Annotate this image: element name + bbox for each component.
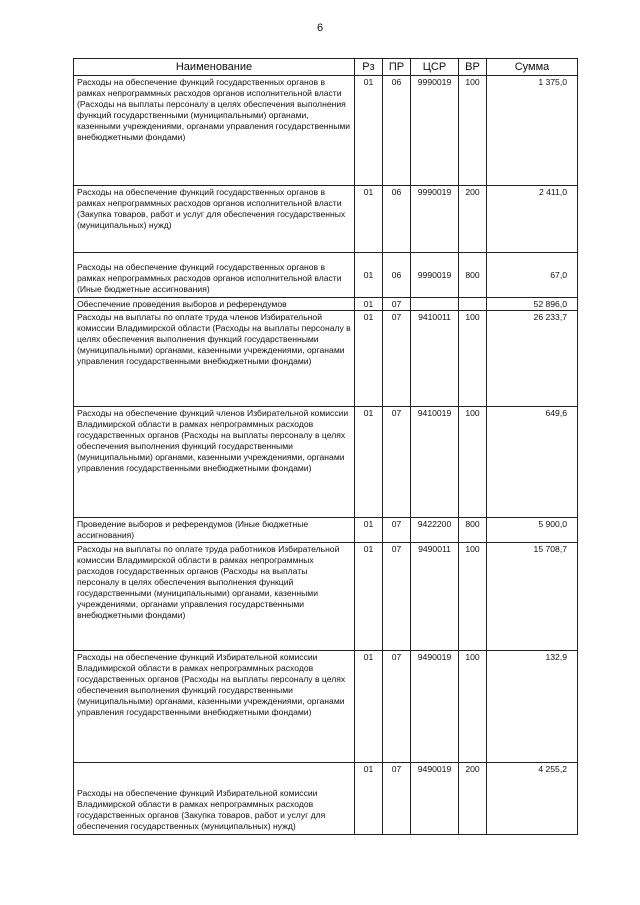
cell-csr: 9990019	[411, 76, 459, 186]
cell-rz: 01	[355, 311, 383, 407]
cell-sum: 52 896,0	[487, 298, 578, 311]
cell-rz: 01	[355, 298, 383, 311]
cell-sum: 67,0	[487, 253, 578, 298]
cell-pr: 07	[383, 518, 411, 543]
table-header-row	[74, 59, 578, 76]
cell-vr: 200	[459, 186, 487, 253]
header-vr: ВР	[459, 59, 487, 76]
cell-pr: 07	[383, 763, 411, 835]
cell-csr	[411, 298, 459, 311]
budget-table	[73, 58, 578, 835]
header-csr: ЦСР	[411, 59, 459, 76]
cell-sum: 5 900,0	[487, 518, 578, 543]
cell-name: Расходы на обеспечение функций государственных органов в рамках непрограммных расходов органов исполнительной власти (Иные бюджетные ассигнования)	[74, 253, 355, 298]
cell-sum: 15 708,7	[487, 543, 578, 651]
table-row	[74, 651, 578, 763]
cell-sum: 1 375,0	[487, 76, 578, 186]
cell-csr: 9490019	[411, 763, 459, 835]
cell-rz: 01	[355, 651, 383, 763]
cell-sum: 2 411,0	[487, 186, 578, 253]
header-rz: Рз	[355, 59, 383, 76]
cell-vr: 200	[459, 763, 487, 835]
cell-rz: 01	[355, 518, 383, 543]
cell-pr: 07	[383, 298, 411, 311]
cell-vr: 800	[459, 518, 487, 543]
cell-rz: 01	[355, 763, 383, 835]
table-row	[74, 186, 578, 253]
table-row	[74, 311, 578, 407]
cell-vr	[459, 298, 487, 311]
page-number: 6	[316, 22, 324, 34]
cell-csr: 9490011	[411, 543, 459, 651]
cell-pr: 07	[383, 407, 411, 518]
cell-sum: 132,9	[487, 651, 578, 763]
cell-vr: 100	[459, 407, 487, 518]
cell-pr: 06	[383, 186, 411, 253]
cell-rz: 01	[355, 186, 383, 253]
cell-sum: 649,6	[487, 407, 578, 518]
cell-name: Проведение выборов и референдумов (Иные бюджетные ассигнования)	[74, 518, 355, 543]
cell-pr: 07	[383, 651, 411, 763]
cell-name: Расходы на обеспечение функций государственных органов в рамках непрограммных расходов органов исполнительной власти (Расходы на выплаты персоналу в целях обеспечения выполнения функций государственными (муниципальными) органами, казенными учреждениями, органами управления государственными внебюджетными фондами)	[74, 76, 355, 186]
cell-rz: 01	[355, 407, 383, 518]
cell-name: Расходы на выплаты по оплате труда работников Избирательной комиссии Владимирской области в рамках непрограммных расходов государственных органов (Расходы на выплаты персоналу в целях обеспечения выполнения функций государственными (муниципальными) органами, казенными учреждениями, органами управления государственными внебюджетными фондами)	[74, 543, 355, 651]
cell-name: Расходы на обеспечение функций членов Избирательной комиссии Владимирской области в рамках непрограммных расходов государственных органов (Расходы на выплаты персоналу в целях обеспечения выполнения функций государственными (муниципальными) органами, казенными учреждениями, органами управления государственными внебюджетными фондами)	[74, 407, 355, 518]
cell-vr: 100	[459, 543, 487, 651]
cell-sum: 4 255,2	[487, 763, 578, 835]
table-row	[74, 763, 578, 835]
cell-csr: 9410019	[411, 407, 459, 518]
cell-name: Расходы на обеспечение функций Избирательной комиссии Владимирской области в рамках непрограммных расходов государственных органов (Расходы на выплаты персоналу в целях обеспечения выполнения функций государственными (муниципальными) органами, казенными учреждениями, органами управления государственными внебюджетными фондами)	[74, 651, 355, 763]
cell-pr: 07	[383, 543, 411, 651]
cell-pr: 07	[383, 311, 411, 407]
cell-rz: 01	[355, 76, 383, 186]
cell-sum: 26 233,7	[487, 311, 578, 407]
table-row	[74, 543, 578, 651]
cell-vr: 100	[459, 311, 487, 407]
header-sum: Сумма	[487, 59, 578, 76]
cell-csr: 9990019	[411, 253, 459, 298]
cell-csr: 9490019	[411, 651, 459, 763]
cell-pr: 06	[383, 253, 411, 298]
cell-vr: 800	[459, 253, 487, 298]
cell-rz: 01	[355, 543, 383, 651]
cell-name: Расходы на обеспечение функций государственных органов в рамках непрограммных расходов органов исполнительной власти (Закупка товаров, работ и услуг для обеспечения государственных (муниципальных) нужд)	[74, 186, 355, 253]
cell-csr: 9990019	[411, 186, 459, 253]
cell-pr: 06	[383, 76, 411, 186]
header-name: Наименование	[74, 59, 355, 76]
cell-vr: 100	[459, 651, 487, 763]
cell-rz: 01	[355, 253, 383, 298]
table-row	[74, 407, 578, 518]
cell-csr: 9422200	[411, 518, 459, 543]
table-row	[74, 298, 578, 311]
cell-csr: 9410011	[411, 311, 459, 407]
table-row	[74, 76, 578, 186]
cell-name: Расходы на обеспечение функций Избирательной комиссии Владимирской области в рамках непрограммных расходов государственных органов (Закупка товаров, работ и услуг для обеспечения государственных (муниципальных) нужд)	[74, 763, 355, 835]
cell-name: Расходы на выплаты по оплате труда членов Избирательной комиссии Владимирской области (Расходы на выплаты персоналу в целях обеспечения выполнения функций государственными (муниципальными) органами, казенными учреждениями, органами управления государственными внебюджетными фондами)	[74, 311, 355, 407]
table-row	[74, 518, 578, 543]
header-pr: ПР	[383, 59, 411, 76]
table-row	[74, 253, 578, 298]
cell-vr: 100	[459, 76, 487, 186]
cell-name: Обеспечение проведения выборов и референдумов	[74, 298, 355, 311]
